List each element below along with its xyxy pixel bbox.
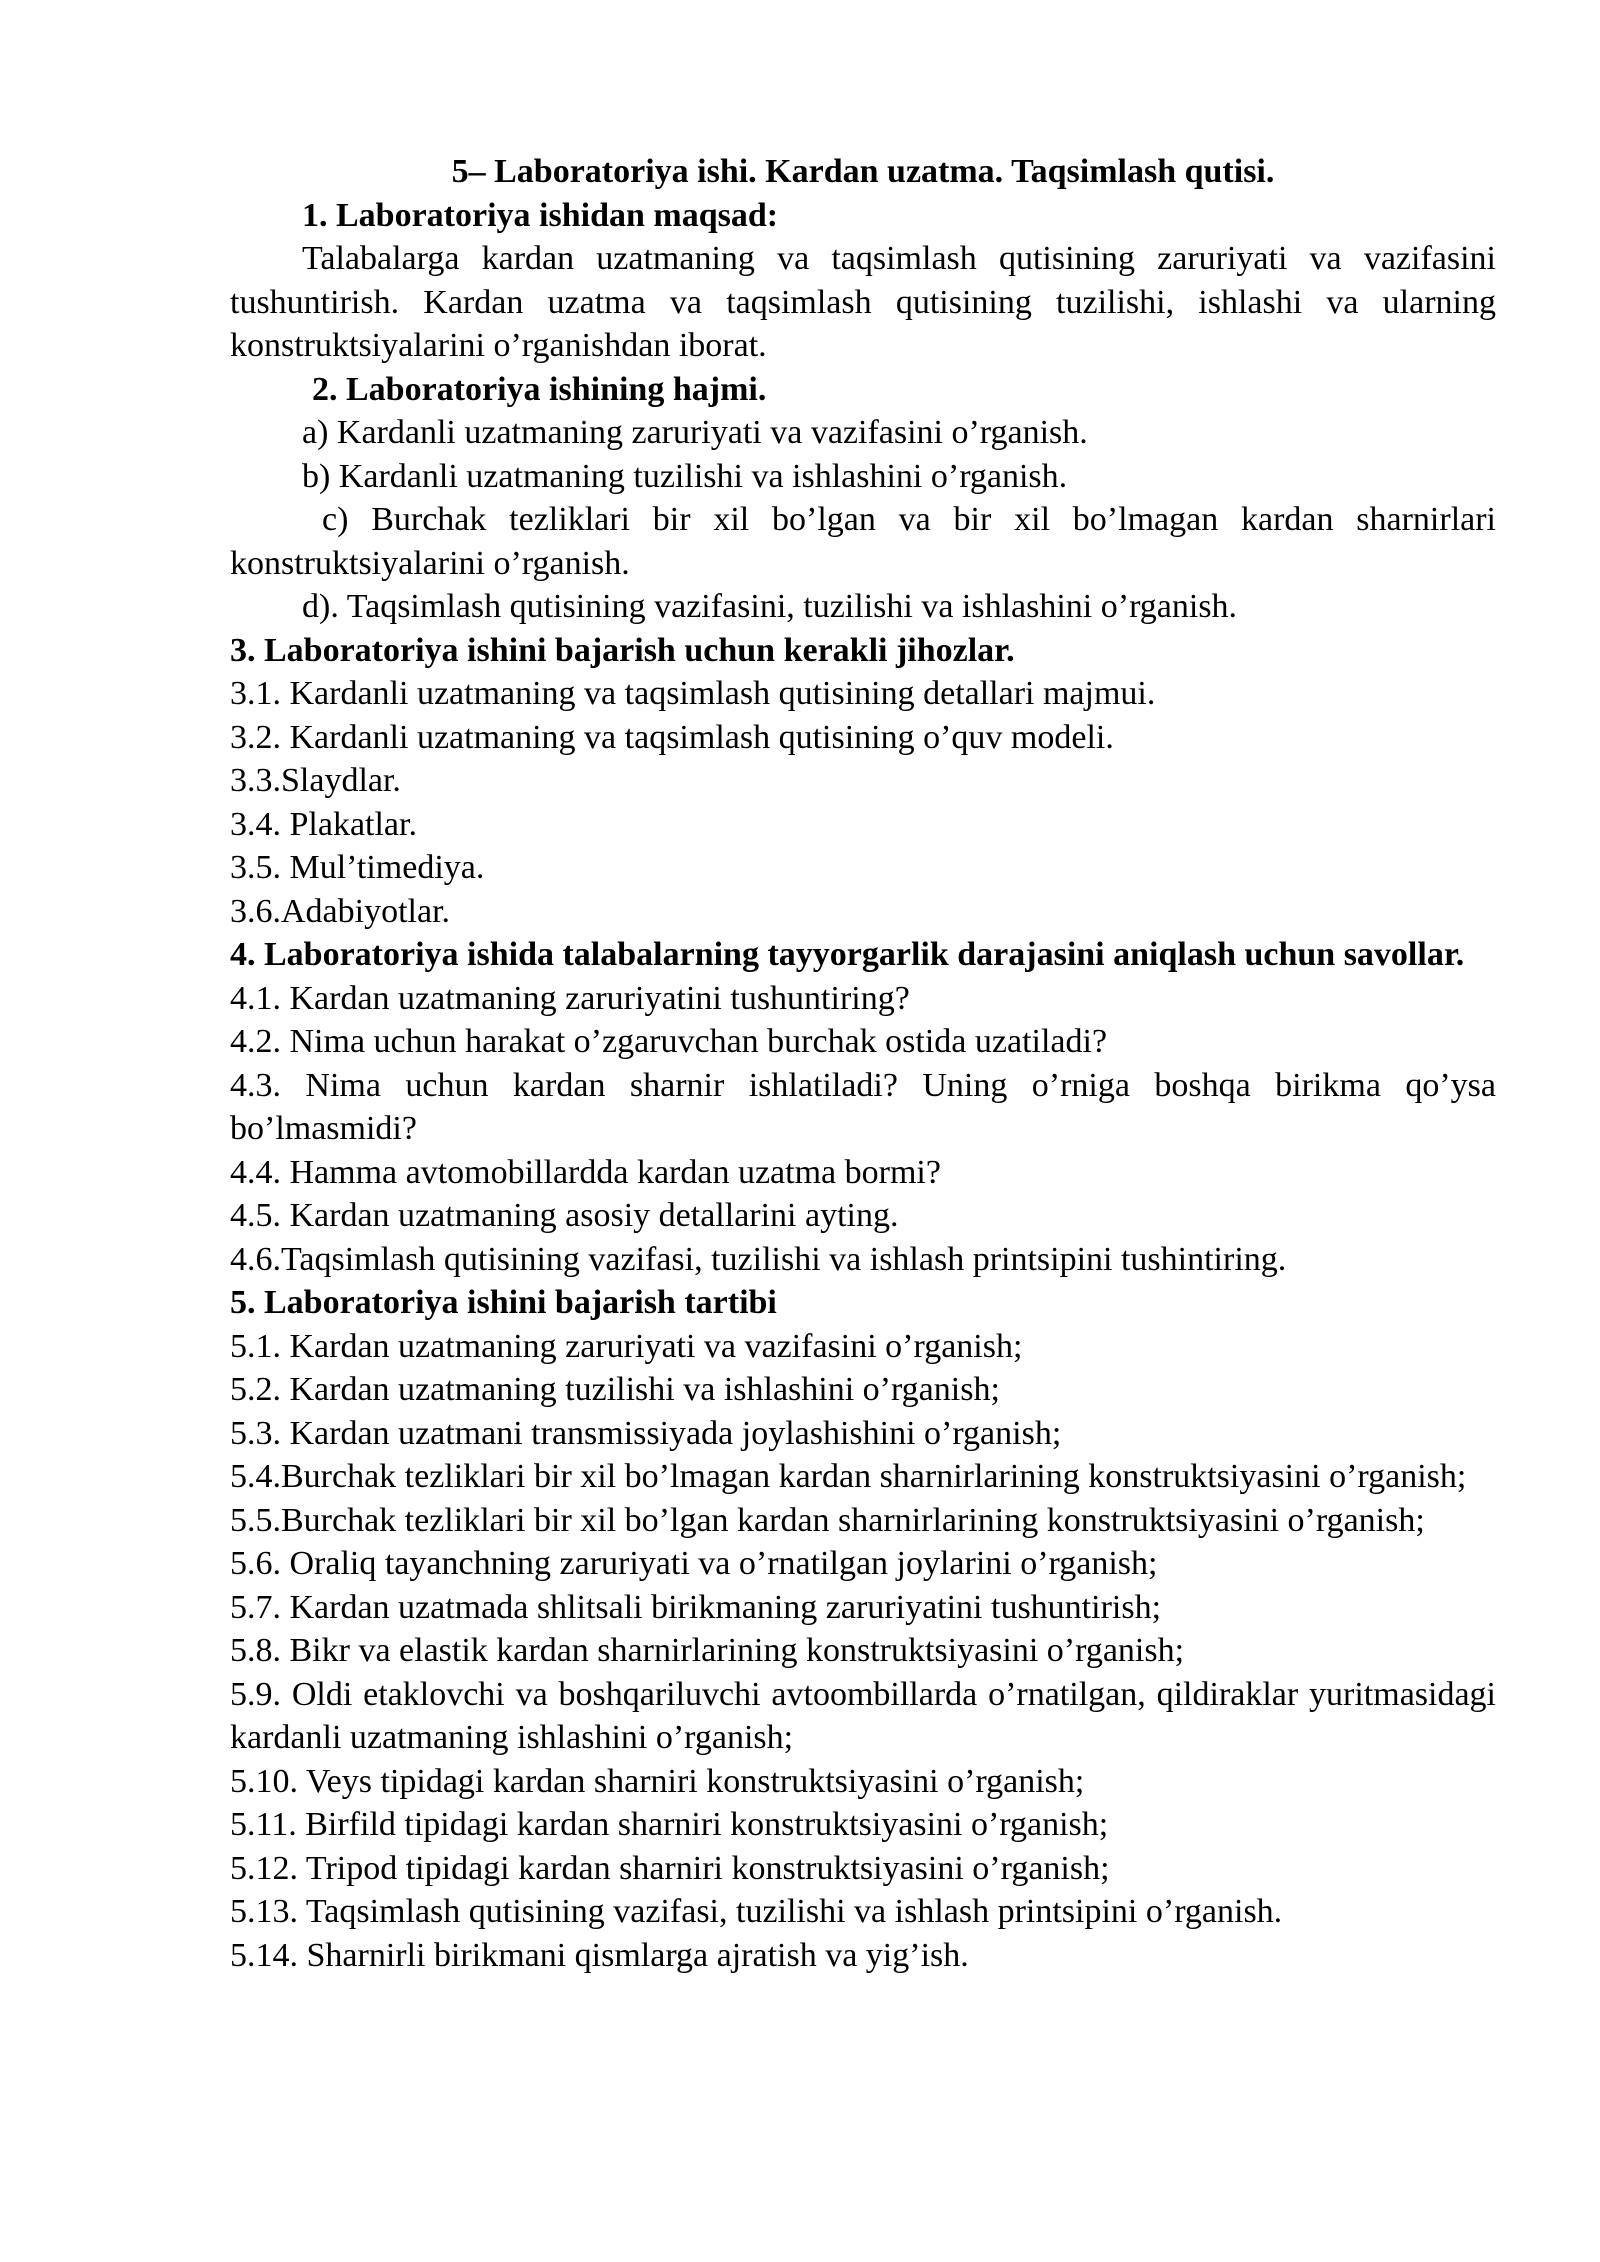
- list-item: 5.14. Sharnirli birikmani qismlarga ajratish va yig’ish.: [230, 1936, 969, 1974]
- list-item: 3.2. Kardanli uzatmaning va taqsimlash qutisining o’quv modeli.: [230, 718, 1114, 756]
- list-item: 5.13. Taqsimlash qutisining vazifasi, tuzilishi va ishlash printsipini o’rganish.: [230, 1893, 1283, 1930]
- list-item: 3.6.Adabiyotlar.: [230, 892, 451, 930]
- list-item: 4.4. Hamma avtomobillardda kardan uzatma bormi?: [230, 1153, 941, 1191]
- document-page: [230, 150, 1496, 1977]
- list-item: 3.4. Plakatlar.: [230, 805, 417, 843]
- section-5-heading: 5. Laboratoriya ishini bajarish tartibi: [230, 1284, 777, 1321]
- list-item: 4.5. Kardan uzatmaning asosiy detallarini ayting.: [230, 1197, 899, 1234]
- list-item: 3.1. Kardanli uzatmaning va taqsimlash qutisining detallari majmui.: [230, 675, 1156, 712]
- list-item: 5.12. Tripod tipidagi kardan sharniri konstruktsiyasini o’rganish;: [230, 1849, 1110, 1887]
- list-item: 5.7. Kardan uzatmada shlitsali birikmaning zaruriyatini tushuntirish;: [230, 1588, 1162, 1626]
- list-item: 5.2. Kardan uzatmaning tuzilishi va ishlashini o’rganish;: [230, 1371, 1000, 1408]
- list-item: 3.5. Mul’timediya.: [230, 849, 485, 886]
- list-item: 5.9. Oldi etaklovchi va boshqariluvchi avtoombillarda o’rnatilgan, qildiraklar yuritmasidagi kardanli uzatmaning ishlashini o’rganish;: [230, 1675, 1496, 1756]
- list-item: 5.8. Bikr va elastik kardan sharnirlarining konstruktsiyasini o’rganish;: [230, 1632, 1185, 1669]
- list-item: 4.6.Taqsimlash qutisining vazifasi, tuzilishi va ishlash printsipini tushintiring.: [230, 1240, 1287, 1278]
- list-item: 5.1. Kardan uzatmaning zaruriyati va vazifasini o’rganish;: [230, 1327, 1023, 1365]
- section-1-heading: 1. Laboratoriya ishidan maqsad:: [302, 196, 779, 234]
- list-item: 5.3. Kardan uzatmani transmissiyada joylashishini o’rganish;: [230, 1414, 1062, 1452]
- list-item: 4.2. Nima uchun harakat o’zgaruvchan burchak ostida uzatiladi?: [230, 1023, 1108, 1060]
- section-2-item-b: b) Kardanli uzatmaning tuzilishi va ishlashini o’rganish.: [302, 457, 1068, 495]
- section-2-item-a: a) Kardanli uzatmaning zaruriyati va vazifasini o’rganish.: [302, 414, 1088, 451]
- list-item: 4.3. Nima uchun kardan sharnir ishlatiladi? Uning o’rniga boshqa birikma qo’ysa bo’lmasmidi?: [230, 1066, 1496, 1147]
- section-2-item-c: c) Burchak tezliklari bir xil bo’lgan va bir xil bo’lmagan kardan sharnirlari konstruktsiyalarini o’rganish.: [230, 501, 1496, 582]
- document-title: 5– Laboratoriya ishi. Kardan uzatma. Taqsimlash qutisi.: [451, 153, 1275, 190]
- list-item: 5.10. Veys tipidagi kardan sharniri konstruktsiyasini o’rganish;: [230, 1762, 1085, 1800]
- list-item: 5.4.Burchak tezliklari bir xil bo’lmagan kardan sharnirlarining konstruktsiyasini o’rganish;: [230, 1458, 1467, 1495]
- section-4-heading: 4. Laboratoriya ishida talabalarning tayyorgarlik darajasini aniqlash uchun savollar.: [230, 936, 1465, 973]
- list-item: 5.5.Burchak tezliklari bir xil bo’lgan kardan sharnirlarining konstruktsiyasini o’rganish;: [230, 1501, 1425, 1539]
- list-item: 4.1. Kardan uzatmaning zaruriyatini tushuntiring?: [230, 979, 910, 1017]
- section-2-item-d: d). Taqsimlash qutisining vazifasini, tuzilishi va ishlashini o’rganish.: [302, 588, 1238, 625]
- section-2-heading: 2. Laboratoriya ishining hajmi.: [312, 370, 767, 408]
- section-1-text: Talabalarga kardan uzatmaning va taqsimlash qutisining zaruriyati va vazifasini tushuntirish. Kardan uzatma va taqsimlash qutisining tuzilishi, ishlashi va ularning konstruktsiyalarini o’rganishdan iborat.: [230, 240, 1496, 364]
- section-3-heading: 3. Laboratoriya ishini bajarish uchun kerakli jihozlar.: [230, 631, 1015, 669]
- list-item: 5.6. Oraliq tayanchning zaruriyati va o’rnatilgan joylarini o’rganish;: [230, 1545, 1158, 1582]
- list-item: 5.11. Birfild tipidagi kardan sharniri konstruktsiyasini o’rganish;: [230, 1806, 1109, 1843]
- list-item: 3.3.Slaydlar.: [230, 762, 401, 799]
